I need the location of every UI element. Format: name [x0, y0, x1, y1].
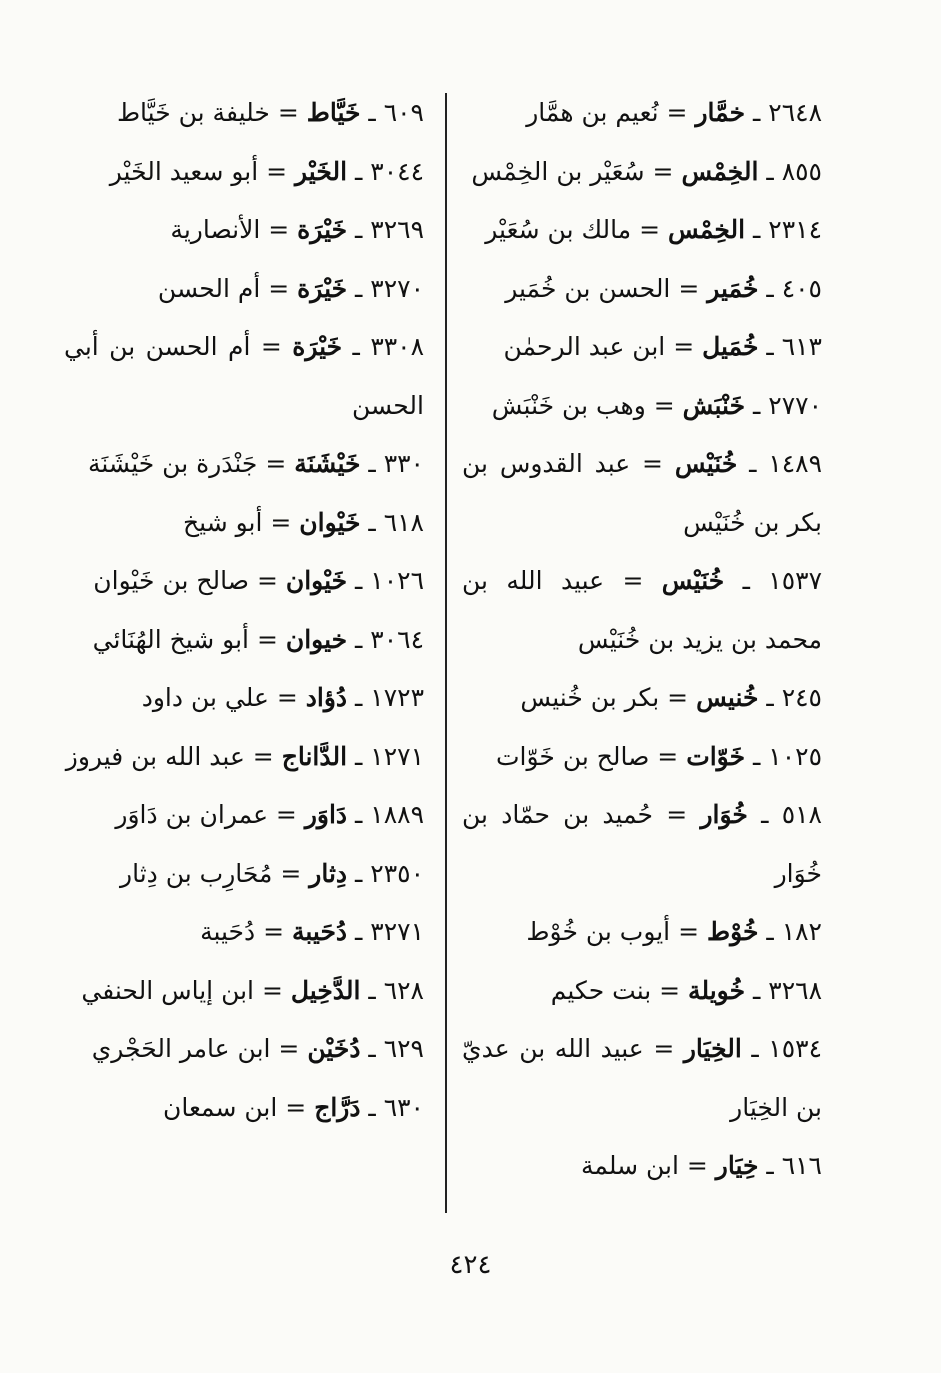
index-entry: ٣٢٧١ ـ دُحَيبة = دُحَيبة [200, 917, 424, 946]
index-entry: ٦١٣ ـ خُمَيل = ابن عبد الرحمٰن [503, 332, 822, 361]
entry-value: عمران بن دَاوَر [115, 800, 268, 829]
index-entry: ١٥٣٤ ـ الخِيَار = عبيد الله بن عديّ بن الخِيَار [462, 1034, 823, 1122]
entry-number: ٢٣١٤ [768, 215, 822, 244]
entry-name: خُويلة [688, 975, 746, 1005]
index-entry: ٢٣١٤ ـ الخِمْس = مالك بن سُعَيْر [485, 215, 822, 244]
entry-name: خَيْرَة [297, 215, 348, 244]
entry-value: عبيد الله بن محمد بن يزيد بن خُنَيْس [462, 566, 822, 654]
index-entry: ٦١٦ ـ خِيَار = ابن سلمة [580, 1151, 822, 1180]
entry-value: عبيد الله بن عديّ بن الخِيَار [462, 1034, 822, 1122]
index-entry: ٣٠٤٤ ـ الخَيْر = أبو سعيد الخَيْر [109, 156, 424, 186]
entry-value: ابن عبد الرحمٰن [503, 332, 666, 361]
entry-value: دُحَيبة [200, 917, 256, 946]
entry-value: ابن سمعان [163, 1092, 278, 1122]
entry-number: ١٨٢ [781, 917, 822, 946]
entry-value: مالك بن سُعَيْر [485, 215, 632, 244]
entry-number: ٣٢٦٨ [768, 975, 822, 1005]
entry-number: ٢٧٧٠ [768, 390, 822, 420]
entry-number: ٣٠٤٤ [370, 156, 424, 186]
entry-value: الأنصارية [170, 215, 261, 244]
index-entry: ٣٢٦٨ ـ خُويلة = بنت حكيم [550, 975, 822, 1005]
entry-number: ١٧٢٣ [370, 683, 424, 712]
entry-name: الدَّخِيل [290, 975, 361, 1005]
entry-value: علي بن داود [141, 683, 269, 712]
entry-name: الخِمْس [668, 215, 746, 244]
entry-value: سُعَيْر بن الخِمْس [471, 156, 645, 186]
entry-name: خُمَير [707, 273, 759, 303]
entry-value: عبد القدوس بن بكر بن خُنَيْس [462, 449, 822, 537]
entry-value: جَنْدَرة بن خَيْشَنَة [87, 449, 258, 478]
index-entry: ٢٣٥٠ ـ دِثار = مُحَارِب بن دِثار [120, 858, 424, 888]
entry-value: صالح بن خَوّات [496, 741, 650, 771]
index-entry: ٦٢٨ ـ الدَّخِيل = ابن إياس الحنفي [81, 975, 424, 1005]
entry-value: أبو سعيد الخَيْر [109, 156, 259, 186]
entry-number: ١٠٢٥ [768, 741, 822, 771]
entry-value: خليفة بن خَيَّاط [116, 98, 270, 127]
entry-name: خُنَيْس [674, 449, 738, 478]
entry-number: ٣٣٠ [383, 449, 424, 478]
entry-number: ٤٠٥ [781, 273, 822, 303]
entry-name: خَيْوان [299, 507, 361, 537]
entry-name: دُؤاد [305, 683, 348, 712]
index-entry: ١٠٢٦ ـ خَيْوان = صالح بن خَيْوان [93, 566, 424, 595]
entry-number: ٦١٨ [383, 507, 424, 537]
entry-name: خَيْرَة [292, 332, 343, 361]
entry-number: ١٥٣٤ [768, 1034, 823, 1063]
entry-number: ١٢٧١ [370, 741, 424, 771]
entry-value: بكر بن خُنيس [520, 683, 660, 712]
entry-name: خُوَار [700, 800, 748, 829]
index-entry: ٦٠٩ ـ خَيَّاط = خليفة بن خَيَّاط [116, 98, 424, 127]
entry-name: خَيْشَنَة [294, 449, 361, 478]
entry-value: أيوب بن خُوْط [526, 917, 671, 946]
entry-number: ٦٢٨ [383, 975, 424, 1005]
entry-name: خُنَيْس [661, 566, 725, 595]
entry-name: خَيْرَة [297, 273, 348, 303]
index-entry: ٦٣٠ ـ دَرَّاج = ابن سمعان [163, 1092, 424, 1122]
entry-number: ١٨٨٩ [370, 800, 424, 829]
entry-number: ١٥٣٧ [768, 566, 822, 595]
entry-value: مُحَارِب بن دِثار [120, 858, 273, 888]
index-entry: ١٤٨٩ ـ خُنَيْس = عبد القدوس بن بكر بن خُنَيْس [462, 449, 823, 537]
entry-name: الخِيَار [683, 1034, 742, 1063]
entry-number: ١٤٨٩ [768, 449, 823, 478]
entry-value: بنت حكيم [550, 975, 652, 1005]
entry-number: ٣٠٦٤ [370, 624, 424, 654]
left-column [64, 84, 424, 1137]
entry-name: خُمَيل [702, 332, 759, 361]
entry-value: ابن إياس الحنفي [81, 975, 255, 1005]
entry-value: نُعيم بن همَّار [526, 98, 659, 127]
entry-number: ٢٣٥٠ [370, 858, 424, 888]
entry-name: خيوان [285, 624, 348, 654]
entry-name: خَوّات [686, 741, 746, 771]
index-entry: ٥١٨ ـ خُوَار = حُميد بن حمّاد بن خُوَار [462, 800, 822, 888]
entry-name: دَرَّاج [314, 1092, 361, 1122]
index-entry: ٣٣٠٨ ـ خَيْرَة = أم الحسن بن أبي الحسن [64, 332, 425, 420]
index-entry: ١٧٢٣ ـ دُؤاد = علي بن داود [141, 683, 424, 712]
page-number: ٤٢٤ [449, 1250, 492, 1280]
entry-name: خَنْبَش [682, 390, 746, 420]
index-entry: ٣٢٦٩ ـ خَيْرَة = الأنصارية [170, 215, 424, 244]
index-entry: ٦١٨ ـ خَيْوان = أبو شيخ [183, 507, 424, 537]
index-entry: ٣٣٠ ـ خَيْشَنَة = جَنْدَرة بن خَيْشَنَة [87, 449, 424, 478]
entry-number: ٣٣٠٨ [370, 332, 425, 361]
index-entry: ٢٧٧٠ ـ خَنْبَش = وهب بن خَنْبَش [491, 390, 822, 420]
index-entry: ٢٦٤٨ ـ خمَّار = نُعيم بن همَّار [526, 98, 822, 127]
entry-number: ٥١٨ [781, 800, 822, 829]
entry-name: خُوْط [706, 917, 759, 946]
entry-value: صالح بن خَيْوان [93, 566, 249, 595]
entry-value: الحسن بن خُمَير [505, 273, 671, 303]
index-entry: ٨٥٥ ـ الخِمْس = سُعَيْر بن الخِمْس [471, 156, 822, 186]
entry-name: الخِمْس [681, 156, 759, 186]
entry-number: ٦٠٩ [383, 98, 424, 127]
entry-number: ١٠٢٦ [370, 566, 424, 595]
index-entry: ٢٤٥ ـ خُنيس = بكر بن خُنيس [520, 683, 822, 712]
entry-number: ٣٢٧١ [370, 917, 424, 946]
entry-value: أبو شيخ [183, 507, 263, 537]
entry-value: أبو شيخ الهُنَائي [92, 624, 249, 654]
entry-name: خَيَّاط [306, 98, 361, 127]
entry-value: ابن سلمة [580, 1151, 679, 1180]
entry-number: ٢٤٥ [781, 683, 822, 712]
entry-value: أم الحسن [157, 273, 261, 303]
entry-value: ابن عامر الحَجْري [91, 1034, 271, 1063]
index-entry: ١٢٧١ ـ الدَّاناج = عبد الله بن فيروز [65, 741, 424, 771]
entry-number: ٨٥٥ [781, 156, 822, 186]
entry-name: خِيَار [715, 1151, 759, 1180]
index-entry: ٣٠٦٤ ـ خيوان = أبو شيخ الهُنَائي [92, 624, 424, 654]
entry-name: دَاوَر [304, 800, 348, 829]
entry-value: وهب بن خَنْبَش [491, 390, 646, 420]
entry-number: ٣٢٧٠ [370, 273, 424, 303]
entry-name: دُخَيْن [307, 1034, 361, 1063]
right-column [462, 84, 822, 1196]
entry-name: خَيْوان [285, 566, 348, 595]
entry-number: ٦١٦ [781, 1151, 822, 1180]
entry-number: ٣٢٦٩ [370, 215, 424, 244]
entry-number: ٦١٣ [781, 332, 822, 361]
entry-name: الدَّاناج [281, 741, 348, 771]
index-entry: ١٨٢ ـ خُوْط = أيوب بن خُوْط [526, 917, 822, 946]
index-entry: ١٨٨٩ ـ دَاوَر = عمران بن دَاوَر [115, 800, 424, 829]
entry-number: ٦٢٩ [383, 1034, 424, 1063]
column-divider [445, 93, 447, 1213]
index-entry: ٦٢٩ ـ دُخَيْن = ابن عامر الحَجْري [91, 1034, 424, 1063]
entry-name: خمَّار [695, 98, 746, 127]
entry-value: حُميد بن حمّاد بن خُوَار [462, 800, 822, 888]
index-entry: ١٠٢٥ ـ خَوّات = صالح بن خَوّات [496, 741, 822, 771]
entry-number: ٦٣٠ [383, 1092, 424, 1122]
entry-name: خُنيس [696, 683, 759, 712]
index-entry: ٣٢٧٠ ـ خَيْرَة = أم الحسن [157, 273, 424, 303]
entry-value: عبد الله بن فيروز [65, 741, 245, 771]
entry-name: الخَيْر [295, 156, 348, 186]
entry-name: دُحَيبة [291, 917, 348, 946]
index-entry: ١٥٣٧ ـ خُنَيْس = عبيد الله بن محمد بن يزيد بن خُنَيْس [462, 566, 822, 654]
index-entry: ٤٠٥ ـ خُمَير = الحسن بن خُمَير [505, 273, 822, 303]
entry-value: أم الحسن بن أبي الحسن [64, 332, 424, 420]
entry-name: دِثار [309, 858, 348, 888]
entry-number: ٢٦٤٨ [768, 98, 822, 127]
